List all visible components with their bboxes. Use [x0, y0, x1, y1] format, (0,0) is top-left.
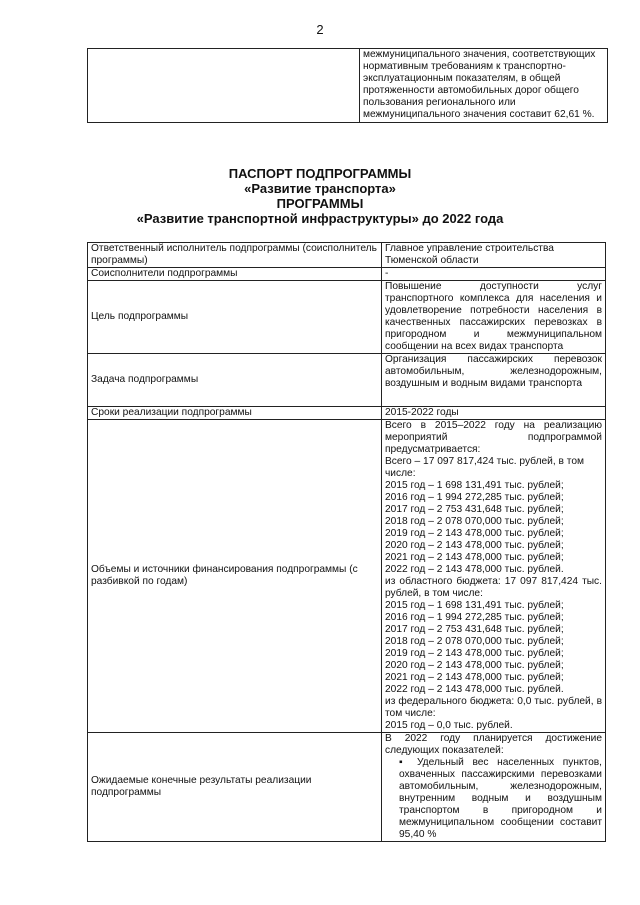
passport-table	[87, 242, 606, 842]
regional-year-2018: 2018 год – 2 078 070,000 тыс. рублей;	[385, 636, 564, 647]
funding-label: Объемы и источники финансирования подпрограммы (с разбивкой по годам)	[88, 420, 382, 733]
document-title	[0, 166, 640, 226]
table-row	[88, 268, 606, 281]
task-label: Задача подпрограммы	[88, 354, 382, 407]
funding-year-2015: 2015 год – 1 698 131,491 тыс. рублей;	[385, 480, 564, 491]
goal-value: Повышение доступности услуг транспортного комплекса для населения и удовлетворение потребности населения в качественных пассажирских перевозках в пригородном и межмуниципальном сообщении на всех видах транспорта	[382, 281, 606, 354]
title-line-1: ПАСПОРТ ПОДПРОГРАММЫ	[228, 166, 412, 181]
funding-value	[382, 420, 606, 733]
regional-year-2019: 2019 год – 2 143 478,000 тыс. рублей;	[385, 648, 564, 659]
results-value	[382, 733, 606, 842]
regional-year-2015: 2015 год – 1 698 131,491 тыс. рублей;	[385, 600, 564, 611]
results-label: Ожидаемые конечные результаты реализации подпрограммы	[88, 733, 382, 842]
goal-label: Цель подпрограммы	[88, 281, 382, 354]
results-item: ▪ Удельный вес населенных пунктов, охваченных пассажирскими перевозками автомобильным, железнодорожным, внутренним водным и воздушным транспортом в пригородном и межмуниципальном сообщении составит 95,40 %	[399, 757, 602, 840]
terms-label: Сроки реализации подпрограммы	[88, 407, 382, 420]
funding-year-2022: 2022 год – 2 143 478,000 тыс. рублей.	[385, 564, 564, 575]
executor-value: Главное управление строительства Тюменской области	[382, 243, 606, 268]
table-row	[88, 354, 606, 407]
funding-year-2017: 2017 год – 2 753 431,648 тыс. рублей;	[385, 504, 564, 515]
regional-year-2021: 2021 год – 2 143 478,000 тыс. рублей;	[385, 672, 564, 683]
funding-regional: из областного бюджета: 17 097 817,424 тыс. рублей, в том числе:	[385, 576, 602, 599]
task-value: Организация пассажирских перевозок автомобильным, железнодорожным, воздушным и водным видами транспорта	[382, 354, 606, 407]
table-row	[88, 420, 606, 733]
regional-year-2017: 2017 год – 2 753 431,648 тыс. рублей;	[385, 624, 564, 635]
funding-year-2020: 2020 год – 2 143 478,000 тыс. рублей;	[385, 540, 564, 551]
title-line-4: «Развитие транспортной инфраструктуры» до 2022 года	[136, 211, 504, 226]
federal-year-2015: 2015 год – 0,0 тыс. рублей.	[385, 720, 513, 731]
regional-year-2020: 2020 год – 2 143 478,000 тыс. рублей;	[385, 660, 564, 671]
funding-total: Всего – 17 097 817,424 тыс. рублей, в том числе:	[385, 456, 584, 479]
terms-value: 2015-2022 годы	[382, 407, 606, 420]
continuation-right-cell: межмуниципального значения, соответствующих нормативным требованиям к транспортно-эксплуатационным показателям, в общей протяженности автомобильных дорог общего пользования регионального или межмуниципального значения составит 62,61 %.	[360, 49, 608, 123]
table-row	[88, 49, 608, 123]
funding-year-2019: 2019 год – 2 143 478,000 тыс. рублей;	[385, 528, 564, 539]
table-row	[88, 733, 606, 842]
table-row	[88, 243, 606, 268]
table-row	[88, 281, 606, 354]
funding-federal: из федерального бюджета: 0,0 тыс. рублей, в том числе:	[385, 696, 602, 719]
funding-year-2016: 2016 год – 1 994 272,285 тыс. рублей;	[385, 492, 564, 503]
executor-label: Ответственный исполнитель подпрограммы (соисполнитель программы)	[88, 243, 382, 268]
coexecutors-value: -	[382, 268, 606, 281]
coexecutors-label: Соисполнители подпрограммы	[88, 268, 382, 281]
results-intro: В 2022 году планируется достижение следующих показателей:	[385, 733, 602, 756]
title-line-2: «Развитие транспорта»	[244, 181, 396, 196]
continuation-left-cell	[88, 49, 360, 123]
page-number: 2	[316, 22, 324, 37]
regional-year-2016: 2016 год – 1 994 272,285 тыс. рублей;	[385, 612, 564, 623]
table-row	[88, 407, 606, 420]
title-line-3: ПРОГРАММЫ	[276, 196, 364, 211]
funding-year-2021: 2021 год – 2 143 478,000 тыс. рублей;	[385, 552, 564, 563]
funding-year-2018: 2018 год – 2 078 070,000 тыс. рублей;	[385, 516, 564, 527]
regional-year-2022: 2022 год – 2 143 478,000 тыс. рублей.	[385, 684, 564, 695]
continuation-table	[87, 48, 608, 123]
funding-intro: Всего в 2015–2022 году на реализацию мероприятий подпрограммой предусматривается:	[385, 420, 602, 455]
